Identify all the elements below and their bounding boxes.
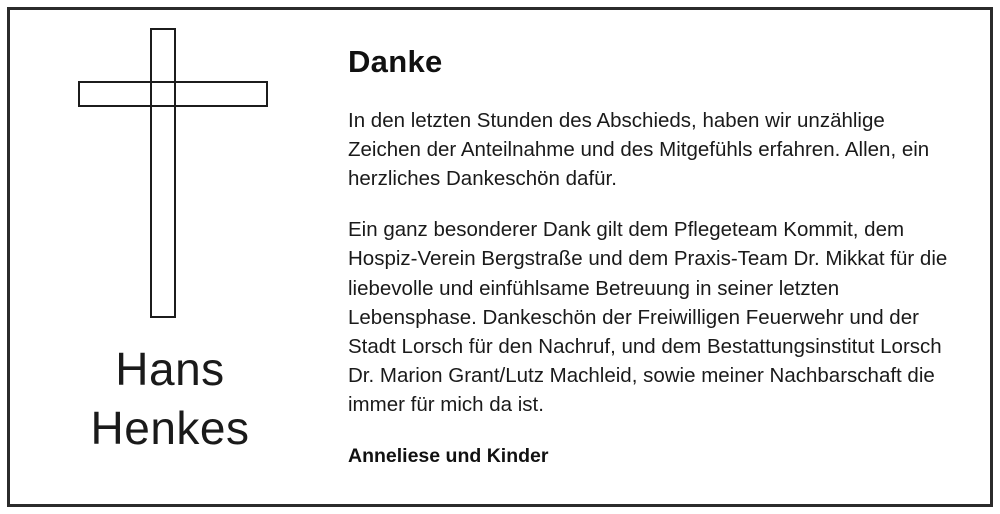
cross-bottom-cap bbox=[150, 316, 176, 318]
cross-left-cap bbox=[78, 81, 80, 107]
message-paragraph-1: In den letzten Stunden des Abschieds, haben wir unzählige Zeichen der Anteilnahme und des Mitgefühls erfahren. Allen, ein herzliches Dankeschön dafür. bbox=[348, 109, 930, 191]
message-column bbox=[330, 10, 990, 504]
cross-intersection-mask bbox=[152, 83, 174, 105]
cross-top-cap bbox=[150, 28, 176, 30]
page-title: Danke bbox=[348, 44, 443, 79]
message-paragraph-2: Ein ganz besonderer Dank gilt dem Pflegeteam Kommit, dem Hospiz-Verein Bergstraße und dem Praxis-Team Dr. Mikkat für die liebevolle und einfühlsame Betreuung in seiner letzten Lebensphase. Dankeschön der Freiwilligen Feuerwehr und der Stadt Lorsch für den Nachruf, und dem Bestattungsinstitut Lorsch Dr. Marion Grant/Lutz Machleid, sowie meiner Nachbarschaft die immer für mich da ist. bbox=[348, 218, 948, 416]
cross-icon bbox=[78, 28, 268, 318]
cross-right-cap bbox=[266, 81, 268, 107]
deceased-first-name: Hans bbox=[115, 343, 225, 395]
symbol-and-name-column bbox=[10, 10, 330, 504]
deceased-name bbox=[10, 340, 330, 458]
cross-vertical-bar bbox=[150, 28, 176, 318]
notice-content bbox=[10, 10, 990, 504]
signature: Anneliese und Kinder bbox=[348, 445, 549, 468]
deceased-last-name: Henkes bbox=[90, 401, 250, 454]
